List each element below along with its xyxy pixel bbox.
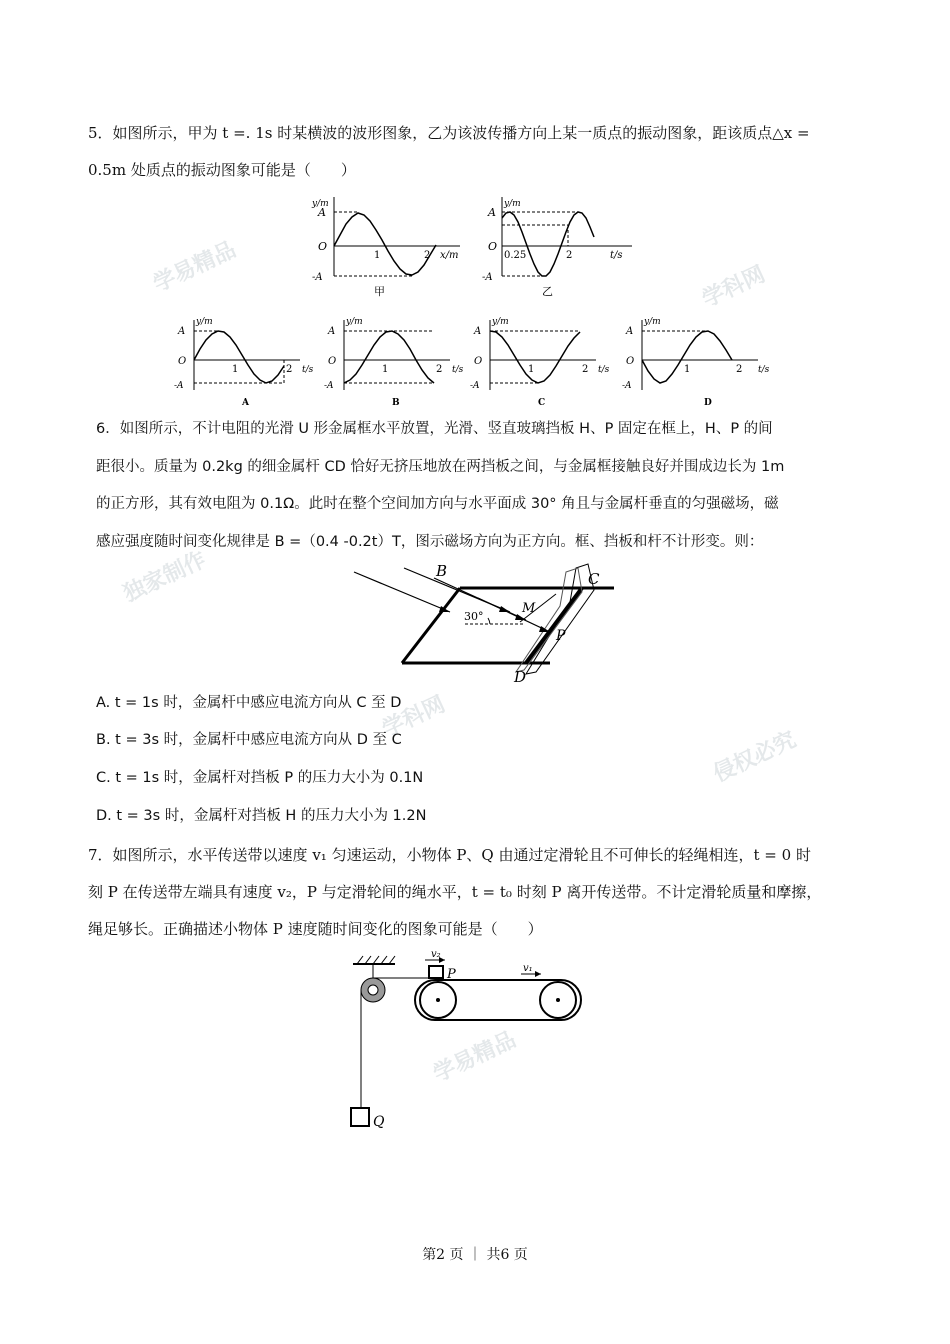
svg-text:Q: Q — [373, 1114, 385, 1130]
q5-line2: 0.5m 处质点的振动图象可能是（ ） — [88, 161, 356, 179]
label-B: B — [436, 562, 448, 580]
q5-option-D[interactable] — [620, 312, 780, 407]
tick-025: 0.25 — [504, 250, 527, 261]
angle-label: 30° — [464, 610, 484, 623]
svg-text:1: 1 — [232, 364, 239, 375]
q5-option-C[interactable] — [468, 312, 618, 407]
q6-line2: 距很小。质量为 0.2kg 的细金属杆 CD 恰好无挤压地放在两挡板之间，与金属框接触良好并围成边长为 1m — [96, 459, 785, 475]
caption-yi: 乙 — [542, 285, 553, 298]
svg-text:1: 1 — [382, 364, 389, 375]
tick-2: 2 — [566, 250, 573, 261]
q5-option-A[interactable] — [172, 312, 322, 407]
block-P — [429, 966, 443, 978]
watermark: 学易精品 — [429, 1027, 521, 1088]
q6-option-A[interactable]: A. t = 1s 时，金属杆中感应电流方向从 C 至 D — [96, 695, 402, 711]
q7-line3: 绳足够长。正确描述小物体 P 速度随时间变化的图象可能是（ ） — [88, 920, 543, 938]
label-O: O — [488, 240, 498, 253]
label-A: A — [318, 206, 326, 219]
svg-text:O: O — [328, 356, 337, 367]
vibration-curve — [502, 212, 594, 276]
svg-text:y/m: y/m — [196, 317, 213, 327]
q6-line4: 感应强度随时间变化规律是 B =（0.4 -0.2t）T，图示磁场方向为正方向。框、挡板和杆不计形变。则： — [96, 534, 764, 550]
ylabel: y/m — [312, 199, 329, 209]
xlabel: x/m — [440, 250, 459, 261]
label-D: D — [514, 668, 527, 686]
label-C: C — [588, 570, 600, 588]
svg-text:y/m: y/m — [346, 317, 363, 327]
svg-text:2: 2 — [582, 364, 589, 375]
svg-text:-A: -A — [470, 381, 480, 391]
svg-text:-A: -A — [174, 381, 184, 391]
q5-fig-yi — [482, 192, 642, 302]
q6-option-B[interactable]: B. t = 3s 时，金属杆中感应电流方向从 D 至 C — [96, 732, 402, 748]
q5-line1: 5．如图所示，甲为 t =. 1s 时某横波的波形图象，乙为该波传播方向上某一质点的振动图象，距该质点△x = — [88, 124, 810, 142]
svg-text:t/s: t/s — [452, 365, 464, 375]
svg-text:A: A — [328, 326, 336, 337]
label-O: O — [318, 240, 328, 253]
option-label: C — [538, 398, 546, 408]
q6-line3: 的正方形，其有效电阻为 0.1Ω。此时在整个空间加方向与水平面成 30° 角且与金属杆垂直的匀强磁场，磁 — [96, 496, 779, 512]
caption-jia: 甲 — [374, 285, 385, 298]
svg-text:-A: -A — [622, 381, 632, 391]
wave-curve — [334, 213, 436, 275]
q7-figure — [345, 950, 585, 1135]
svg-text:1: 1 — [684, 364, 691, 375]
svg-text:v₁: v₁ — [523, 963, 533, 974]
svg-text:2: 2 — [286, 364, 293, 375]
ylabel: y/m — [504, 199, 521, 209]
svg-text:2: 2 — [436, 364, 443, 375]
q5-fig-jia — [310, 192, 470, 302]
svg-text:2: 2 — [736, 364, 743, 375]
watermark: 独家制作 — [119, 547, 211, 608]
svg-text:A: A — [178, 326, 186, 337]
watermark: 学易精品 — [149, 237, 241, 298]
option-label: A — [242, 398, 249, 408]
q6-figure — [350, 562, 620, 687]
tick-1: 1 — [374, 250, 381, 261]
svg-text:O: O — [626, 356, 635, 367]
block-Q — [351, 1108, 369, 1126]
svg-text:O: O — [474, 356, 483, 367]
label-negA: -A — [312, 272, 323, 283]
svg-text:O: O — [178, 356, 187, 367]
tick-2: 2 — [424, 250, 431, 261]
svg-text:y/m: y/m — [492, 317, 509, 327]
svg-text:y/m: y/m — [644, 317, 661, 327]
label-M: M — [522, 601, 536, 616]
page-footer: 第2 页 ｜ 共6 页 — [422, 1247, 528, 1263]
svg-text:v₂: v₂ — [431, 949, 441, 960]
svg-text:t/s: t/s — [598, 365, 610, 375]
label-P: P — [556, 628, 566, 644]
watermark: 侵权必究 — [709, 727, 801, 788]
q7-line2: 刻 P 在传送带左端具有速度 v₂，P 与定滑轮间的绳水平，t = t₀ 时刻 P 离开传送带。不计定滑轮质量和摩擦， — [88, 883, 822, 901]
svg-text:t/s: t/s — [758, 365, 770, 375]
option-label: B — [392, 398, 400, 408]
label-negA: -A — [482, 272, 493, 283]
svg-text:-A: -A — [324, 381, 334, 391]
q5-option-B[interactable] — [322, 312, 472, 407]
svg-text:t/s: t/s — [302, 365, 314, 375]
q7-line1: 7．如图所示，水平传送带以速度 v₁ 匀速运动，小物体 P、Q 由通过定滑轮且不可伸长的轻绳相连，t = 0 时 — [88, 846, 811, 864]
watermark: 学科网 — [698, 262, 770, 313]
svg-text:1: 1 — [528, 364, 535, 375]
q6-line1: 6．如图所示，不计电阻的光滑 U 形金属框水平放置，光滑、竖直玻璃挡板 H、P 固定在框上，H、P 的间 — [96, 421, 773, 437]
svg-text:P: P — [447, 967, 456, 982]
watermark: 学科网 — [378, 692, 450, 743]
q6-option-D[interactable]: D. t = 3s 时，金属杆对挡板 H 的压力大小为 1.2N — [96, 808, 427, 824]
svg-text:A: A — [474, 326, 482, 337]
svg-text:A: A — [626, 326, 634, 337]
label-A: A — [488, 206, 496, 219]
q6-option-C[interactable]: C. t = 1s 时，金属杆对挡板 P 的压力大小为 0.1N — [96, 770, 424, 786]
xlabel: t/s — [610, 250, 623, 261]
option-label: D — [704, 398, 712, 408]
